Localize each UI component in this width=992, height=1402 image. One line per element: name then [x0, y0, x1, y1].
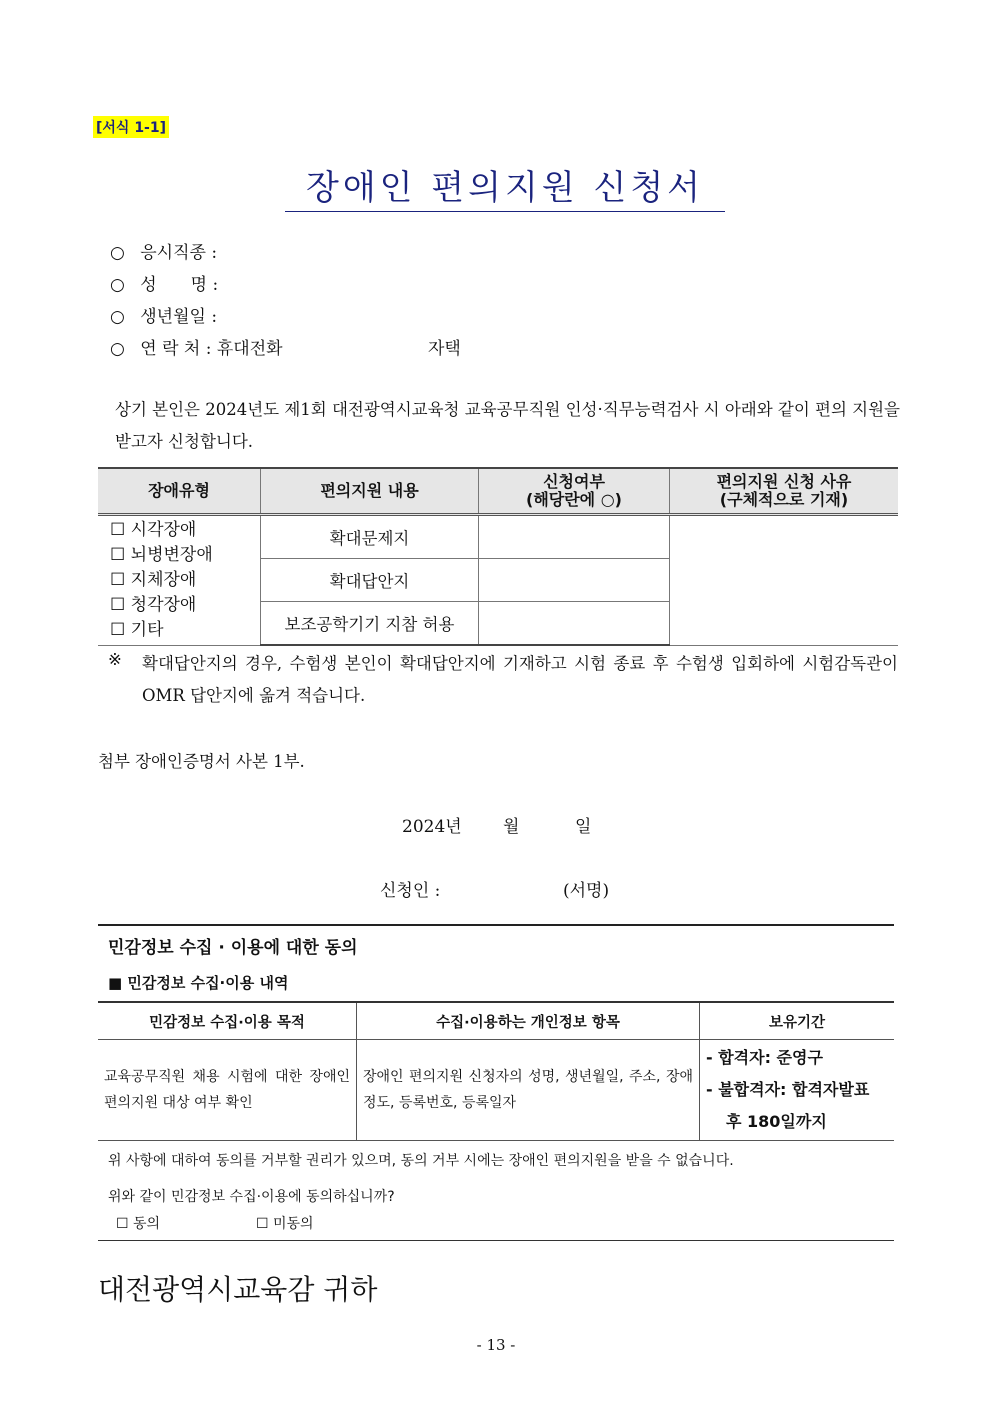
retention-failed: - 불합격자: 합격자발표 [706, 1080, 870, 1099]
note-text: 확대답안지의 경우, 수험생 본인이 확대답안지에 기재하고 시험 종료 후 수험생 입회하에 시험감독관이 OMR 답안지에 옮겨 적습니다. [142, 654, 898, 705]
header-retention: 보유기간 [700, 1002, 895, 1040]
date-year: 2024년 [402, 817, 462, 837]
field-contact [110, 334, 461, 359]
checkbox-brain-lesion[interactable]: ☐ 뇌병변장애 [110, 544, 213, 565]
header-items: 수집·이용하는 개인정보 항목 [357, 1002, 700, 1040]
signature-label: (서명) [563, 881, 610, 901]
attachment-line: 첨부 장애인증명서 사본 1부. [98, 752, 305, 771]
field-label: 연 락 처 : 휴대전화 [140, 339, 283, 359]
request-cell[interactable] [479, 559, 670, 602]
bullet: ○ [110, 339, 125, 359]
document-title: 장애인 편의지원 신청서 [285, 160, 725, 212]
field-job-type [110, 238, 217, 263]
consent-table [98, 1001, 894, 1141]
addressee: 대전광역시교육감 귀하 [98, 1273, 378, 1306]
field-label: 성 명 : [140, 275, 219, 295]
consent-bottom-rule [98, 1240, 894, 1241]
field-birthdate [110, 302, 217, 327]
page-number: - 13 - [476, 1336, 516, 1354]
field-label: 응시직종 : [140, 243, 218, 263]
request-cell[interactable] [479, 515, 670, 559]
header-purpose: 민감정보 수집·이용 목적 [98, 1002, 357, 1040]
intro-paragraph: 상기 본인은 2024년도 제1회 대전광역시교육청 교육공무직원 인성·직무능력검사 시 아래와 같이 편의 지원을 받고자 신청합니다. [115, 400, 900, 451]
consent-top-rule [98, 924, 894, 926]
retention-failed-period: 후 180일까지 [726, 1112, 827, 1131]
field-home-phone-label: 자택 [427, 339, 461, 359]
date-month: 월 [503, 817, 520, 837]
consent-purpose: 교육공무직원 채용 시험에 대한 장애인 편의지원 대상 여부 확인 [98, 1040, 357, 1141]
support-item-enlarged-question: 확대문제지 [261, 515, 479, 559]
bullet: ○ [110, 307, 125, 327]
bullet: ○ [110, 275, 125, 295]
note-mark: ※ [108, 650, 122, 669]
header-request-status: 신청여부 (해당란에 ○) [479, 468, 670, 515]
refusal-notice: 위 사항에 대하여 동의를 거부할 권리가 있으며, 동의 거부 시에는 장애인 편의지원을 받을 수 없습니다. [108, 1153, 734, 1169]
checkbox-other[interactable]: ☐ 기타 [110, 619, 164, 640]
request-cell[interactable] [479, 602, 670, 646]
retention-passed: - 합격자: 준영구 [706, 1048, 823, 1067]
consent-retention [700, 1040, 895, 1141]
support-request-table [98, 467, 898, 646]
header-support-content: 편의지원 내용 [261, 468, 479, 515]
disagree-checkbox[interactable]: ☐ 미동의 [256, 1216, 314, 1232]
reason-cell[interactable] [670, 515, 899, 646]
applicant-label: 신청인 : [380, 881, 441, 901]
checkbox-hearing[interactable]: ☐ 청각장애 [110, 594, 197, 615]
support-item-assistive-device: 보조공학기기 지참 허용 [261, 602, 479, 646]
checkbox-physical[interactable]: ☐ 지체장애 [110, 569, 197, 590]
bullet: ○ [110, 243, 125, 263]
checkbox-visual[interactable]: ☐ 시각장애 [110, 519, 197, 540]
header-disability-type: 장애유형 [98, 468, 261, 515]
date-day: 일 [575, 817, 592, 837]
header-request-reason: 편의지원 신청 사유 (구체적으로 기재) [670, 468, 899, 515]
disability-type-list [98, 515, 261, 646]
consent-question: 위와 같이 민감정보 수집·이용에 동의하십니까? [108, 1189, 395, 1205]
consent-items: 장애인 편의지원 신청자의 성명, 생년월일, 주소, 장애 정도, 등록번호, 등록일자 [357, 1040, 700, 1141]
consent-subheading: ■ 민감정보 수집·이용 내역 [108, 974, 289, 992]
form-number-tag: [서식 1-1] [93, 116, 169, 138]
field-label: 생년월일 : [140, 307, 218, 327]
field-name [110, 270, 218, 295]
consent-heading: 민감정보 수집 · 이용에 대한 동의 [108, 938, 358, 958]
agree-checkbox[interactable]: ☐ 동의 [116, 1216, 161, 1232]
support-item-enlarged-answer: 확대답안지 [261, 559, 479, 602]
